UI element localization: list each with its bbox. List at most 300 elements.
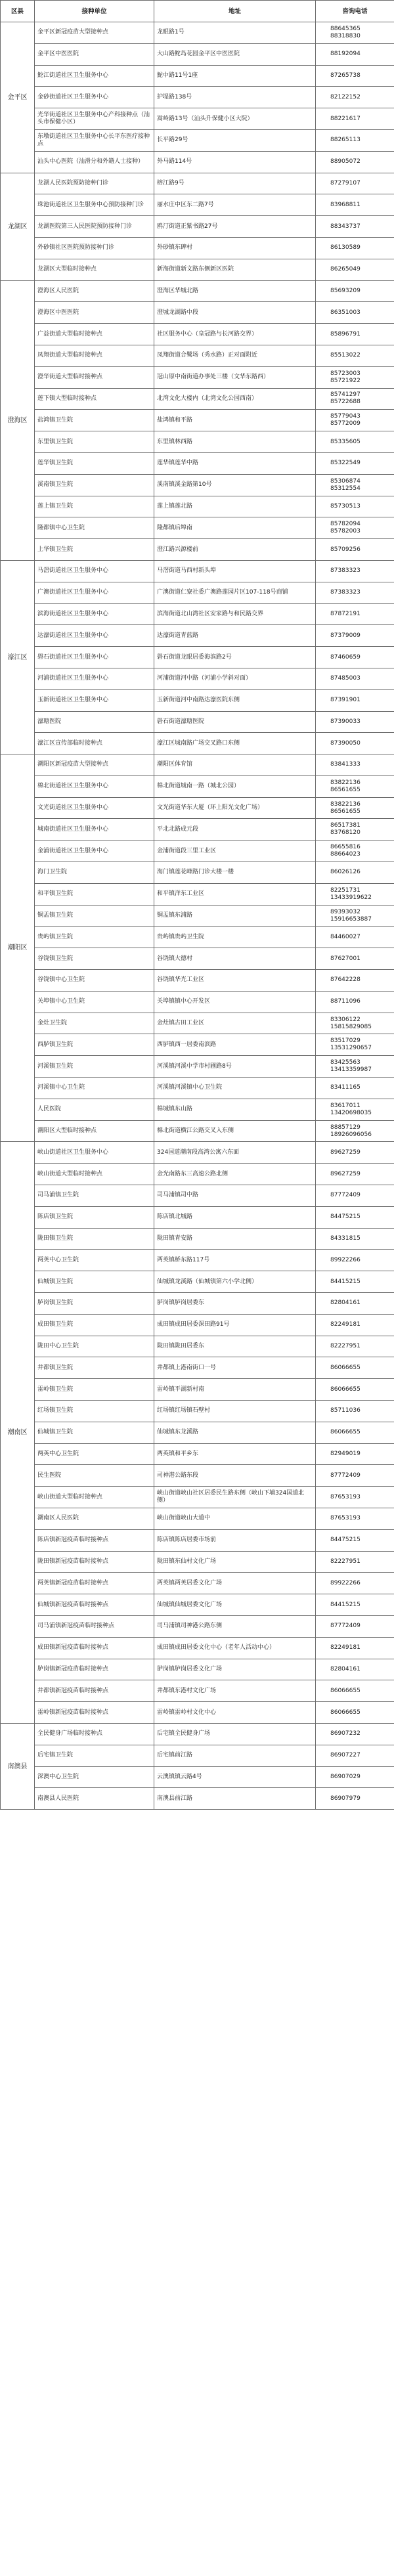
table-row <box>1 1637 394 1659</box>
site-cell: 峡山街道社区卫生服务中心 <box>35 1142 154 1164</box>
table-row <box>1 1142 394 1164</box>
table-row <box>1 1293 394 1315</box>
address-cell: 贵屿镇贵屿卫生院 <box>154 927 316 948</box>
table-row <box>1 1228 394 1250</box>
phone-cell: 83411165 <box>316 1078 394 1099</box>
table-row <box>1 237 394 259</box>
site-cell: 潮阳区新冠疫苗大型接种点 <box>35 754 154 776</box>
site-cell: 人民医院 <box>35 1099 154 1120</box>
address-cell: 滨海街道北山湾社区安家路与和民路交界 <box>154 603 316 625</box>
table-row <box>1 582 394 603</box>
table-row <box>1 668 394 689</box>
address-cell: 谷饶镇大德村 <box>154 948 316 970</box>
table-row <box>1 689 394 711</box>
address-cell: 礐石街道龙眼居委海滨路2号 <box>154 647 316 668</box>
phone-cell: 85711036 <box>316 1401 394 1422</box>
phone-cell: 83822136 86561655 <box>316 775 394 797</box>
phone-cell: 82227951 <box>316 1551 394 1573</box>
site-cell: 文光街道社区卫生服务中心 <box>35 797 154 819</box>
address-cell: 仙城镇龙溪路（仙城镇第六小学北侧） <box>154 1271 316 1293</box>
address-cell: 榕江路9号 <box>154 173 316 194</box>
phone-cell: 87379009 <box>316 625 394 647</box>
table-row <box>1 1529 394 1551</box>
site-cell: 关埠镇中心卫生院 <box>35 991 154 1013</box>
site-cell: 汕头中心医院（汕滑分和外籍人士接种） <box>35 151 154 173</box>
address-cell: 云澳镇镇云路4号 <box>154 1766 316 1788</box>
site-cell: 陈店镇卫生院 <box>35 1206 154 1228</box>
site-cell: 澄华街道大型临时接种点 <box>35 366 154 388</box>
site-cell: 珠池街道社区卫生服务中心预防接种门诊 <box>35 194 154 216</box>
table-row <box>1 1164 394 1185</box>
table-row <box>1 474 394 496</box>
table-row <box>1 43 394 65</box>
district-cell: 潮南区 <box>1 1142 35 1724</box>
phone-cell: 87391901 <box>316 689 394 711</box>
phone-cell: 87772409 <box>316 1615 394 1637</box>
address-cell: 南澳县前江路 <box>154 1788 316 1810</box>
table-row <box>1 1680 394 1702</box>
site-cell: 玉新街道社区卫生服务中心 <box>35 689 154 711</box>
address-cell: 棉北街道横江公路交叉入东侧 <box>154 1120 316 1142</box>
phone-cell: 85693209 <box>316 280 394 302</box>
table-row <box>1 1788 394 1810</box>
site-cell: 潮阳区大型临时接种点 <box>35 1120 154 1142</box>
site-cell: 陈店镇新冠疫苗临时接种点 <box>35 1529 154 1551</box>
phone-cell: 85306874 85312554 <box>316 474 394 496</box>
site-cell: 光华街道社区卫生服务中心产科接种点（汕头市保健小区） <box>35 108 154 130</box>
table-row <box>1 496 394 517</box>
header-site: 接种单位 <box>35 1 154 22</box>
phone-cell: 85513022 <box>316 345 394 366</box>
table-row <box>1 1573 394 1594</box>
table-row <box>1 883 394 905</box>
address-cell: 关埠镇镇中心开发区 <box>154 991 316 1013</box>
site-cell: 深澳中心卫生院 <box>35 1766 154 1788</box>
table-row <box>1 797 394 819</box>
site-cell: 谷饶镇卫生院 <box>35 948 154 970</box>
site-cell: 仙城镇卫生院 <box>35 1422 154 1443</box>
phone-cell: 87642228 <box>316 970 394 992</box>
phone-cell: 88857129 18926096056 <box>316 1120 394 1142</box>
address-cell: 新海街道新文路东侧新区医院 <box>154 259 316 280</box>
table-row <box>1 1206 394 1228</box>
site-cell: 龙湖医院第三人民医院预防接种门诊 <box>35 216 154 238</box>
phone-cell: 84331815 <box>316 1228 394 1250</box>
site-cell: 河溪镇卫生院 <box>35 1056 154 1078</box>
address-cell: 井都镇东港村文化广场 <box>154 1680 316 1702</box>
phone-cell: 86066655 <box>316 1357 394 1379</box>
address-cell: 河浦街道河中路（河浦小学斜对面） <box>154 668 316 689</box>
table-row <box>1 905 394 927</box>
phone-cell: 85723003 85721922 <box>316 366 394 388</box>
table-row <box>1 1120 394 1142</box>
address-cell: 西胪镇西一居委南滨路 <box>154 1034 316 1056</box>
table-row <box>1 1766 394 1788</box>
phone-cell: 86066655 <box>316 1422 394 1443</box>
address-cell: 陈店镇北城路 <box>154 1206 316 1228</box>
phone-cell: 82804161 <box>316 1293 394 1315</box>
table-row <box>1 1314 394 1336</box>
address-cell: 礐石街道濠瑭医院 <box>154 711 316 733</box>
site-cell: 西胪镇卫生院 <box>35 1034 154 1056</box>
address-cell: 濠江区城南路广场交叉路口东侧 <box>154 733 316 754</box>
site-cell: 仙城镇新冠疫苗临时接种点 <box>35 1594 154 1616</box>
site-cell: 河溪镇中心卫生院 <box>35 1078 154 1099</box>
address-cell: 丽水庄中区东二路7号 <box>154 194 316 216</box>
table-row <box>1 324 394 345</box>
phone-cell: 87460659 <box>316 647 394 668</box>
address-cell: 隆都镇后埠南 <box>154 517 316 539</box>
phone-cell: 88905072 <box>316 151 394 173</box>
table-row <box>1 1745 394 1766</box>
site-cell: 和平镇卫生院 <box>35 883 154 905</box>
site-cell: 鮀江街道社区卫生服务中心 <box>35 65 154 87</box>
address-cell: 凤翔街道合鹭场（秀水路）正对面附近 <box>154 345 316 366</box>
site-cell: 贵屿镇卫生院 <box>35 927 154 948</box>
address-cell: 平北北路成元段 <box>154 819 316 840</box>
phone-cell: 86265049 <box>316 259 394 280</box>
table-row <box>1 970 394 992</box>
table-body <box>1 22 394 1810</box>
address-cell: 溪南镇溪金路第10号 <box>154 474 316 496</box>
phone-cell: 87390050 <box>316 733 394 754</box>
address-cell: 红场镇红场镇石壁村 <box>154 1401 316 1422</box>
phone-cell: 89922266 <box>316 1573 394 1594</box>
address-cell: 两英镇桥东路117号 <box>154 1250 316 1271</box>
address-cell: 谷饶镇华光工业区 <box>154 970 316 992</box>
site-cell: 后宅镇卫生院 <box>35 1745 154 1766</box>
phone-cell: 86907232 <box>316 1723 394 1745</box>
phone-cell: 82804161 <box>316 1659 394 1680</box>
table-row <box>1 948 394 970</box>
table-row <box>1 603 394 625</box>
district-cell: 南澳县 <box>1 1723 35 1809</box>
site-cell: 两英中心卫生院 <box>35 1250 154 1271</box>
site-cell: 成田镇卫生院 <box>35 1314 154 1336</box>
site-cell: 陇田镇卫生院 <box>35 1228 154 1250</box>
site-cell: 峡山街道大型临时接种点 <box>35 1487 154 1508</box>
phone-cell: 82249181 <box>316 1637 394 1659</box>
table-row <box>1 991 394 1013</box>
site-cell: 上华镇卫生院 <box>35 539 154 561</box>
phone-cell: 87653193 <box>316 1487 394 1508</box>
address-cell: 大山路鮀岛花园金平区中医医院 <box>154 43 316 65</box>
address-cell: 仙城镇仙城居委文化广场 <box>154 1594 316 1616</box>
phone-cell: 83425563 13413359987 <box>316 1056 394 1078</box>
table-row <box>1 194 394 216</box>
table-row <box>1 259 394 280</box>
site-cell: 东墩街道社区卫生服务中心长平东医疗接种点 <box>35 129 154 151</box>
table-row <box>1 1034 394 1056</box>
phone-cell: 84415215 <box>316 1271 394 1293</box>
phone-cell: 84415215 <box>316 1594 394 1616</box>
phone-cell: 89627259 <box>316 1164 394 1185</box>
address-cell: 河溪镇河溪镇中心卫生院 <box>154 1078 316 1099</box>
table-row <box>1 1013 394 1034</box>
district-cell: 金平区 <box>1 22 35 173</box>
address-cell: 澄江路兴源楼前 <box>154 539 316 561</box>
address-cell: 金光南路东三高速公路北侧 <box>154 1164 316 1185</box>
site-cell: 雷岭镇卫生院 <box>35 1379 154 1401</box>
address-cell: 324国道潮南段高湾公寓六东面 <box>154 1142 316 1164</box>
phone-cell: 85782094 85782003 <box>316 517 394 539</box>
table-row <box>1 173 394 194</box>
phone-cell: 83841333 <box>316 754 394 776</box>
site-cell: 龙湖人民医院预防接种门诊 <box>35 173 154 194</box>
address-cell: 胪岗镇胪岗居委东 <box>154 1293 316 1315</box>
phone-cell: 86907029 <box>316 1766 394 1788</box>
site-cell: 井都镇新冠疫苗临时接种点 <box>35 1680 154 1702</box>
phone-cell: 84460027 <box>316 927 394 948</box>
site-cell: 全民健身广场临时接种点 <box>35 1723 154 1745</box>
phone-cell: 85896791 <box>316 324 394 345</box>
table-row <box>1 1379 394 1401</box>
table-row <box>1 1078 394 1099</box>
table-row <box>1 1723 394 1745</box>
table-row <box>1 1185 394 1207</box>
address-cell: 成田镇成田居委文化中心（老年人活动中心） <box>154 1637 316 1659</box>
table-row <box>1 1551 394 1573</box>
phone-cell: 86066655 <box>316 1680 394 1702</box>
phone-cell: 86517381 83768120 <box>316 819 394 840</box>
site-cell: 达濠街道社区卫生服务中心 <box>35 625 154 647</box>
address-cell: 广澳街道仁寮社委广澳路莲园片区107-118号商铺 <box>154 582 316 603</box>
phone-cell: 86066655 <box>316 1702 394 1724</box>
site-cell: 莲下镇大型临时接种点 <box>35 388 154 410</box>
address-cell: 外马路114号 <box>154 151 316 173</box>
site-cell: 澄海区人民医院 <box>35 280 154 302</box>
address-cell: 后宅镇全民健身广场 <box>154 1723 316 1745</box>
table-row <box>1 345 394 366</box>
address-cell: 胪岗镇胪岗居委文化广场 <box>154 1659 316 1680</box>
phone-cell: 83517029 13531290657 <box>316 1034 394 1056</box>
site-cell: 濠瑭医院 <box>35 711 154 733</box>
site-cell: 潮南区人民医院 <box>35 1508 154 1529</box>
address-cell: 铜盂镇东浦路 <box>154 905 316 927</box>
address-cell: 澄海区华城北路 <box>154 280 316 302</box>
site-cell: 金砂街道社区卫生服务中心 <box>35 87 154 108</box>
address-cell: 鸥汀街道正紫书路27号 <box>154 216 316 238</box>
address-cell: 护堤路138号 <box>154 87 316 108</box>
site-cell: 龙湖区大型临时接种点 <box>35 259 154 280</box>
table-row <box>1 1336 394 1357</box>
address-cell: 仙城镇东龙溪路 <box>154 1422 316 1443</box>
table-row <box>1 1487 394 1508</box>
table-row <box>1 733 394 754</box>
phone-cell: 83306122 15815829085 <box>316 1013 394 1034</box>
table-row <box>1 1271 394 1293</box>
table-row <box>1 452 394 474</box>
site-cell: 仙城镇卫生院 <box>35 1271 154 1293</box>
address-cell: 雷岭镇雷岭村文化中心 <box>154 1702 316 1724</box>
phone-cell: 87279107 <box>316 173 394 194</box>
phone-cell: 89393032 15916653887 <box>316 905 394 927</box>
header-address: 地址 <box>154 1 316 22</box>
phone-cell: 87265738 <box>316 65 394 87</box>
address-cell: 文光街道华东大厦（环上阳光文化广场） <box>154 797 316 819</box>
table-row <box>1 840 394 862</box>
site-cell: 棉北街道社区卫生服务中心 <box>35 775 154 797</box>
table-row <box>1 87 394 108</box>
phone-cell: 86026126 <box>316 862 394 884</box>
address-cell: 莲华镇莲华中路 <box>154 452 316 474</box>
address-cell: 峡山街道峡山大道中 <box>154 1508 316 1529</box>
site-cell: 滨海街道社区卫生服务中心 <box>35 603 154 625</box>
phone-cell: 88711096 <box>316 991 394 1013</box>
phone-cell: 88221617 <box>316 108 394 130</box>
table-row <box>1 1422 394 1443</box>
address-cell: 长平路29号 <box>154 129 316 151</box>
site-cell: 溪南镇卫生院 <box>35 474 154 496</box>
table-row <box>1 1508 394 1529</box>
address-cell: 后宅镇前江路 <box>154 1745 316 1766</box>
district-cell: 澄海区 <box>1 280 35 560</box>
table-row <box>1 129 394 151</box>
site-cell: 马滘街道社区卫生服务中心 <box>35 560 154 582</box>
site-cell: 井都镇卫生院 <box>35 1357 154 1379</box>
phone-cell: 84475215 <box>316 1206 394 1228</box>
site-cell: 金平区新冠疫苗大型接种点 <box>35 22 154 44</box>
site-cell: 盐鸿镇卫生院 <box>35 410 154 431</box>
table-row <box>1 1443 394 1465</box>
phone-cell: 87627001 <box>316 948 394 970</box>
district-cell: 潮阳区 <box>1 754 35 1142</box>
phone-cell: 84475215 <box>316 1529 394 1551</box>
address-cell: 两英镇和平乡东 <box>154 1443 316 1465</box>
site-cell: 莲上镇卫生院 <box>35 496 154 517</box>
phone-cell: 82949019 <box>316 1443 394 1465</box>
address-cell: 冠山原中南街道办事处三楼（文华东路西） <box>154 366 316 388</box>
table-row <box>1 775 394 797</box>
phone-cell: 86066655 <box>316 1379 394 1401</box>
address-cell: 鮀中路11号1座 <box>154 65 316 87</box>
table-row <box>1 625 394 647</box>
table-row <box>1 302 394 324</box>
address-cell: 雷岭镇平湖新村南 <box>154 1379 316 1401</box>
phone-cell: 82227951 <box>316 1336 394 1357</box>
address-cell: 两英镇两英居委文化广场 <box>154 1573 316 1594</box>
table-row <box>1 1056 394 1078</box>
site-cell: 广澳街道社区卫生服务中心 <box>35 582 154 603</box>
table-row <box>1 1659 394 1680</box>
site-cell: 金浦街道社区卫生服务中心 <box>35 840 154 862</box>
table-row <box>1 280 394 302</box>
table-row <box>1 862 394 884</box>
phone-cell: 85741297 85722688 <box>316 388 394 410</box>
phone-cell: 86907979 <box>316 1788 394 1810</box>
phone-cell: 87772409 <box>316 1185 394 1207</box>
site-cell: 铜盂镇卫生院 <box>35 905 154 927</box>
address-cell: 司马浦镇司中路 <box>154 1185 316 1207</box>
phone-cell: 85709256 <box>316 539 394 561</box>
site-cell: 南澳县人民医院 <box>35 1788 154 1810</box>
address-cell: 澄城龙湖路中段 <box>154 302 316 324</box>
phone-cell: 89627259 <box>316 1142 394 1164</box>
site-cell: 澄海区中医医院 <box>35 302 154 324</box>
address-cell: 和平镇洋东工业区 <box>154 883 316 905</box>
address-cell: 陇田镇陇田居委东 <box>154 1336 316 1357</box>
address-cell: 陈店镇陈店居委市场前 <box>154 1529 316 1551</box>
site-cell: 濠江区宣传部临时接种点 <box>35 733 154 754</box>
phone-cell: 85335605 <box>316 431 394 453</box>
phone-cell: 85779043 85772009 <box>316 410 394 431</box>
table-row <box>1 431 394 453</box>
district-cell: 龙湖区 <box>1 173 35 280</box>
phone-cell: 82122152 <box>316 87 394 108</box>
site-cell: 司马浦镇新冠疫苗临时接种点 <box>35 1615 154 1637</box>
site-cell: 民生医院 <box>35 1465 154 1487</box>
site-cell: 两英镇新冠疫苗临时接种点 <box>35 1573 154 1594</box>
address-cell: 金浦街道段三里工业区 <box>154 840 316 862</box>
phone-cell: 83968811 <box>316 194 394 216</box>
address-cell: 外砂镇东碑村 <box>154 237 316 259</box>
table-row <box>1 216 394 238</box>
table-row <box>1 711 394 733</box>
table-row <box>1 108 394 130</box>
address-cell: 北湾文化大楼内（北湾文化公园西南） <box>154 388 316 410</box>
address-cell: 井都镇上港南街口一号 <box>154 1357 316 1379</box>
phone-cell: 87872191 <box>316 603 394 625</box>
table-header-row <box>1 1 394 22</box>
table-row <box>1 65 394 87</box>
phone-cell: 86907227 <box>316 1745 394 1766</box>
address-cell: 达濠街道青蓝路 <box>154 625 316 647</box>
site-cell: 礐石街道社区卫生服务中心 <box>35 647 154 668</box>
table-row <box>1 1099 394 1120</box>
table-row <box>1 1465 394 1487</box>
table-row <box>1 927 394 948</box>
table-row <box>1 1702 394 1724</box>
phone-cell: 87485003 <box>316 668 394 689</box>
address-cell: 陇田镇东仙村文化广场 <box>154 1551 316 1573</box>
phone-cell: 89922266 <box>316 1250 394 1271</box>
phone-cell: 82251731 13433919622 <box>316 883 394 905</box>
phone-cell: 82249181 <box>316 1314 394 1336</box>
table-row <box>1 754 394 776</box>
phone-cell: 87390033 <box>316 711 394 733</box>
site-cell: 隆都镇中心卫生院 <box>35 517 154 539</box>
address-cell: 玉新街道河中南路达濠医院东侧 <box>154 689 316 711</box>
table-row <box>1 647 394 668</box>
address-cell: 潮阳区体育馆 <box>154 754 316 776</box>
address-cell: 社区服务中心（皇冠路与长河路交界） <box>154 324 316 345</box>
address-cell: 海门镇莲花峰路门诊大楼一楼 <box>154 862 316 884</box>
district-cell: 濠江区 <box>1 560 35 754</box>
phone-cell: 83617011 13420698035 <box>316 1099 394 1120</box>
address-cell: 河溪镇河溪中学市村圃路8号 <box>154 1056 316 1078</box>
table-row <box>1 517 394 539</box>
table-row <box>1 560 394 582</box>
phone-cell: 87653193 <box>316 1508 394 1529</box>
table-row <box>1 151 394 173</box>
site-cell: 金平区中医医院 <box>35 43 154 65</box>
phone-cell: 88192094 <box>316 43 394 65</box>
header-phone: 咨询电话 <box>316 1 394 22</box>
site-cell: 司马浦镇卫生院 <box>35 1185 154 1207</box>
table-row <box>1 1594 394 1616</box>
phone-cell: 86351003 <box>316 302 394 324</box>
site-cell: 胪岗镇新冠疫苗临时接种点 <box>35 1659 154 1680</box>
phone-cell: 86130589 <box>316 237 394 259</box>
address-cell: 棉北街道城南一路（城北公园） <box>154 775 316 797</box>
site-cell: 广益街道大型临时接种点 <box>35 324 154 345</box>
site-cell: 莲华镇卫生院 <box>35 452 154 474</box>
address-cell: 司神港公路东段 <box>154 1465 316 1487</box>
address-cell: 龙眼路1号 <box>154 22 316 44</box>
table-row <box>1 1615 394 1637</box>
address-cell: 盐鸿镇和平路 <box>154 410 316 431</box>
phone-cell: 85730513 <box>316 496 394 517</box>
